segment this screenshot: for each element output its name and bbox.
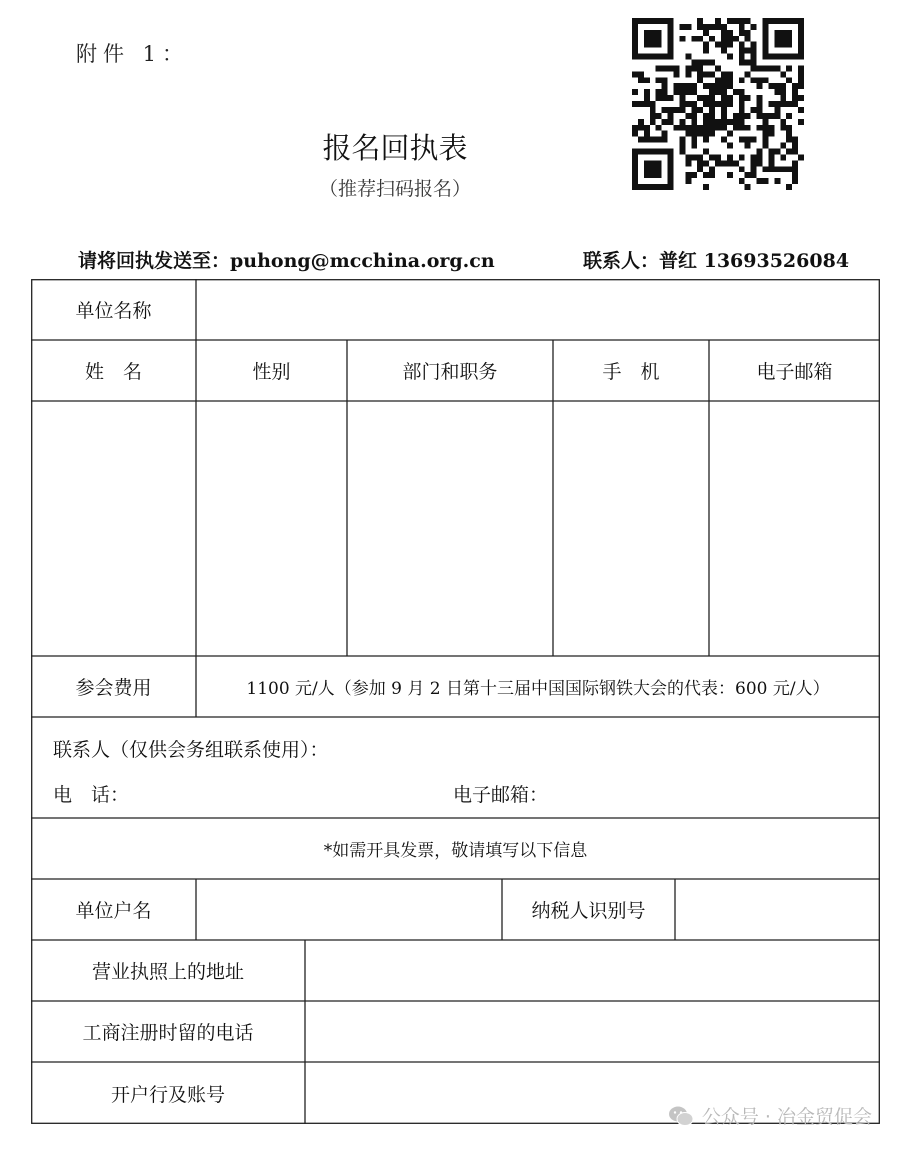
col-header-department: 部门和职务 [402,361,498,383]
org-name-label: 单位名称 [75,300,152,322]
page-title: 报名回执表 [322,131,468,165]
attachment-label: 附件 1： [76,42,190,66]
org-name-field[interactable] [196,279,880,340]
account-name-field[interactable] [196,879,502,940]
account-name-label: 单位户名 [75,900,152,922]
send-to-email: 请将回执发送至：puhong@mcchina.org.cn [78,250,495,272]
col-header-gender: 性别 [252,361,291,383]
attendee-department-field[interactable] [347,401,553,656]
fee-label: 参会费用 [75,677,152,699]
fee-text: 1100 元/人（参加 9 月 2 日第十三届中国国际钢铁大会的代表：600 元/人） [246,679,830,699]
wechat-icon [668,1105,694,1127]
contact-person: 联系人：普红 13693526084 [583,250,850,272]
invoice-note: *如需开具发票，敬请填写以下信息 [323,841,588,861]
attendee-mobile-field[interactable] [553,401,709,656]
col-header-mobile: 手 机 [602,361,660,383]
license-address-label: 营业执照上的地址 [91,961,244,983]
attendee-gender-field[interactable] [196,401,347,656]
registered-phone-field[interactable] [305,1001,880,1062]
taxpayer-id-label: 纳税人识别号 [531,900,646,922]
liaison-phone-label: 电 话： [53,784,130,806]
bank-account-label: 开户行及账号 [110,1083,225,1106]
col-header-name: 姓 名 [84,361,142,383]
attendee-name-field[interactable] [31,401,196,656]
license-address-field[interactable] [305,940,880,1001]
liaison-box [31,717,880,818]
watermark-text: 公众号 · 冶金贸促会 [701,1106,872,1128]
attendee-email-field[interactable] [709,401,880,656]
watermark [668,1102,872,1129]
page-subtitle: （推荐扫码报名） [318,178,471,200]
liaison-label: 联系人（仅供会务组联系使用）： [53,739,329,761]
taxpayer-id-field[interactable] [675,879,880,940]
liaison-email-label: 电子邮箱： [453,784,549,806]
registered-phone-label: 工商注册时留的电话 [82,1022,254,1044]
registration-form [31,279,880,1124]
col-header-email: 电子邮箱 [756,361,833,383]
